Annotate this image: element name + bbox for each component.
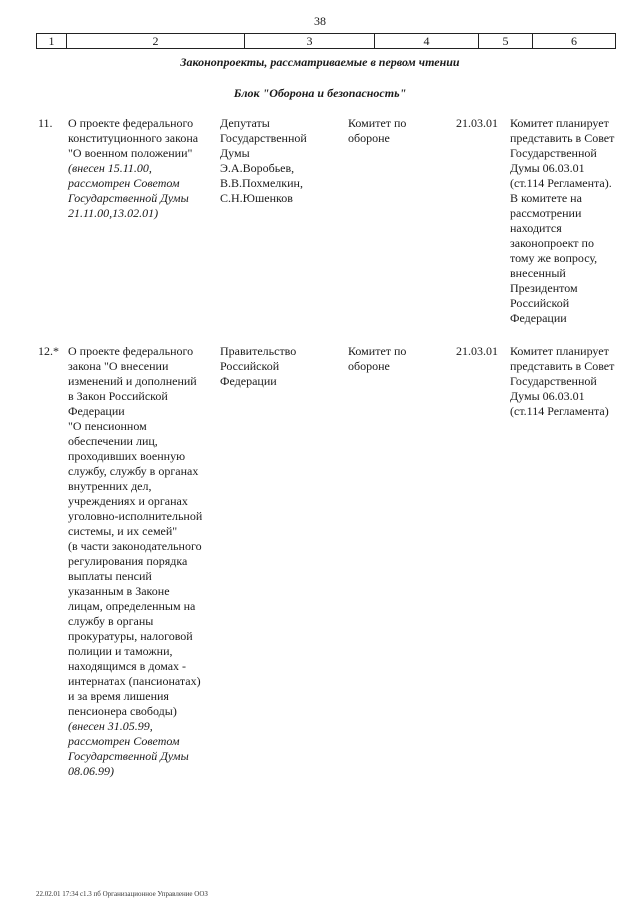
- text-line: 21.11.00,13.02.01): [68, 206, 159, 220]
- text-line: системы, и их семей": [68, 524, 178, 538]
- entry-number: 11.: [38, 116, 53, 130]
- text-line: (внесен 31.05.99,: [68, 719, 153, 733]
- text-line: Федерации: [220, 374, 277, 388]
- column-number: 6: [571, 34, 577, 48]
- text-line: полиции и таможни,: [68, 644, 173, 658]
- text-line: "О военном положении": [68, 146, 193, 160]
- text-line: обороне: [348, 131, 390, 145]
- text-line: Государственной Думы: [68, 191, 189, 205]
- text-line: указанным в Законе: [68, 584, 170, 598]
- text-line: Государственной: [510, 374, 597, 388]
- text-line: В комитете на: [510, 191, 582, 205]
- text-line: проходивших военную: [68, 449, 186, 463]
- column-number: 4: [375, 34, 479, 48]
- text-line: уголовно-исполнительной: [68, 509, 203, 523]
- text-line: Комитет по: [348, 116, 407, 130]
- text-line: регулирования порядка: [68, 554, 188, 568]
- text-line: О проекте федерального: [68, 344, 194, 358]
- consideration-date: 21.03.01: [456, 116, 498, 130]
- text-line: Э.А.Воробьев,: [220, 161, 295, 175]
- text-line: представить в Совет: [510, 131, 615, 145]
- bill-authors: [220, 344, 344, 389]
- text-line: обороне: [348, 359, 390, 373]
- text-line: Думы: [220, 146, 250, 160]
- text-line: рассмотрен Советом: [68, 176, 180, 190]
- column-number: 3: [245, 34, 375, 48]
- consideration-date: 21.03.01: [456, 344, 498, 358]
- text-line: интернатах (пансионатах): [68, 674, 201, 688]
- text-line: Комитет по: [348, 344, 407, 358]
- text-line: Комитет планирует: [510, 116, 609, 130]
- text-line: Государственной Думы: [68, 749, 189, 763]
- text-line: представить в Совет: [510, 359, 615, 373]
- section-heading: Законопроекты, рассматриваемые в первом чтении: [180, 55, 460, 69]
- text-line: пенсионера свободы): [68, 704, 177, 718]
- text-line: Государственной: [510, 146, 597, 160]
- column-number-header: [36, 33, 616, 49]
- text-line: конституционного закона: [68, 131, 199, 145]
- column-number: 2: [67, 34, 245, 48]
- text-line: в Закон Российской: [68, 389, 168, 403]
- text-line: (в части законодательного: [68, 539, 202, 553]
- text-line: Депутаты: [220, 116, 270, 130]
- bill-status: [510, 116, 622, 326]
- text-line: изменений и дополнений: [68, 374, 197, 388]
- text-line: Государственной: [220, 131, 307, 145]
- text-line: внесенный: [510, 266, 566, 280]
- text-line: внутренних дел,: [68, 479, 152, 493]
- text-line: Думы 06.03.01: [510, 389, 585, 403]
- column-number: 5: [479, 34, 533, 48]
- text-line: учреждениях и органах: [68, 494, 188, 508]
- text-line: лицам, определенным на: [68, 599, 196, 613]
- text-line: закона "О внесении: [68, 359, 169, 373]
- text-line: Правительство: [220, 344, 297, 358]
- responsible-committee: [348, 344, 444, 374]
- text-line: Президентом: [510, 281, 578, 295]
- text-line: рассмотрен Советом: [68, 734, 180, 748]
- text-line: Федерации: [510, 311, 567, 325]
- text-line: Думы 06.03.01: [510, 161, 585, 175]
- entry-number: 12.*: [38, 344, 59, 358]
- text-line: С.Н.Юшенков: [220, 191, 293, 205]
- text-line: службу в органы: [68, 614, 154, 628]
- text-line: Российской: [220, 359, 280, 373]
- text-line: законопроект по: [510, 236, 594, 250]
- text-line: находящимся в домах -: [68, 659, 187, 673]
- bill-title: [68, 116, 214, 221]
- text-line: службу, службу в органах: [68, 464, 199, 478]
- text-line: рассмотрении: [510, 206, 582, 220]
- text-line: находится: [510, 221, 562, 235]
- text-line: и за время лишения: [68, 689, 169, 703]
- text-line: (ст.114 Регламента): [510, 404, 609, 418]
- text-line: О проекте федерального: [68, 116, 194, 130]
- text-line: (ст.114 Регламента).: [510, 176, 612, 190]
- text-line: Российской: [510, 296, 570, 310]
- block-heading: Блок "Оборона и безопасность": [233, 86, 407, 100]
- text-line: "О пенсионном: [68, 419, 147, 433]
- bill-title: [68, 344, 214, 779]
- text-line: выплаты пенсий: [68, 569, 152, 583]
- text-line: В.В.Похмелкин,: [220, 176, 303, 190]
- bill-authors: [220, 116, 344, 206]
- text-line: Комитет планирует: [510, 344, 609, 358]
- responsible-committee: [348, 116, 444, 146]
- text-line: прокуратуры, налоговой: [68, 629, 193, 643]
- text-line: тому же вопросу,: [510, 251, 598, 265]
- footer-note: 22.02.01 17:34 с1.3 пб Организационное Управление ООЗ: [36, 890, 208, 898]
- page-number: 38: [314, 14, 326, 28]
- text-line: 08.06.99): [68, 764, 114, 778]
- text-line: обеспечении лиц,: [68, 434, 158, 448]
- text-line: (внесен 15.11.00,: [68, 161, 152, 175]
- text-line: Федерации: [68, 404, 125, 418]
- column-number: 1: [37, 34, 67, 48]
- bill-status: [510, 344, 622, 419]
